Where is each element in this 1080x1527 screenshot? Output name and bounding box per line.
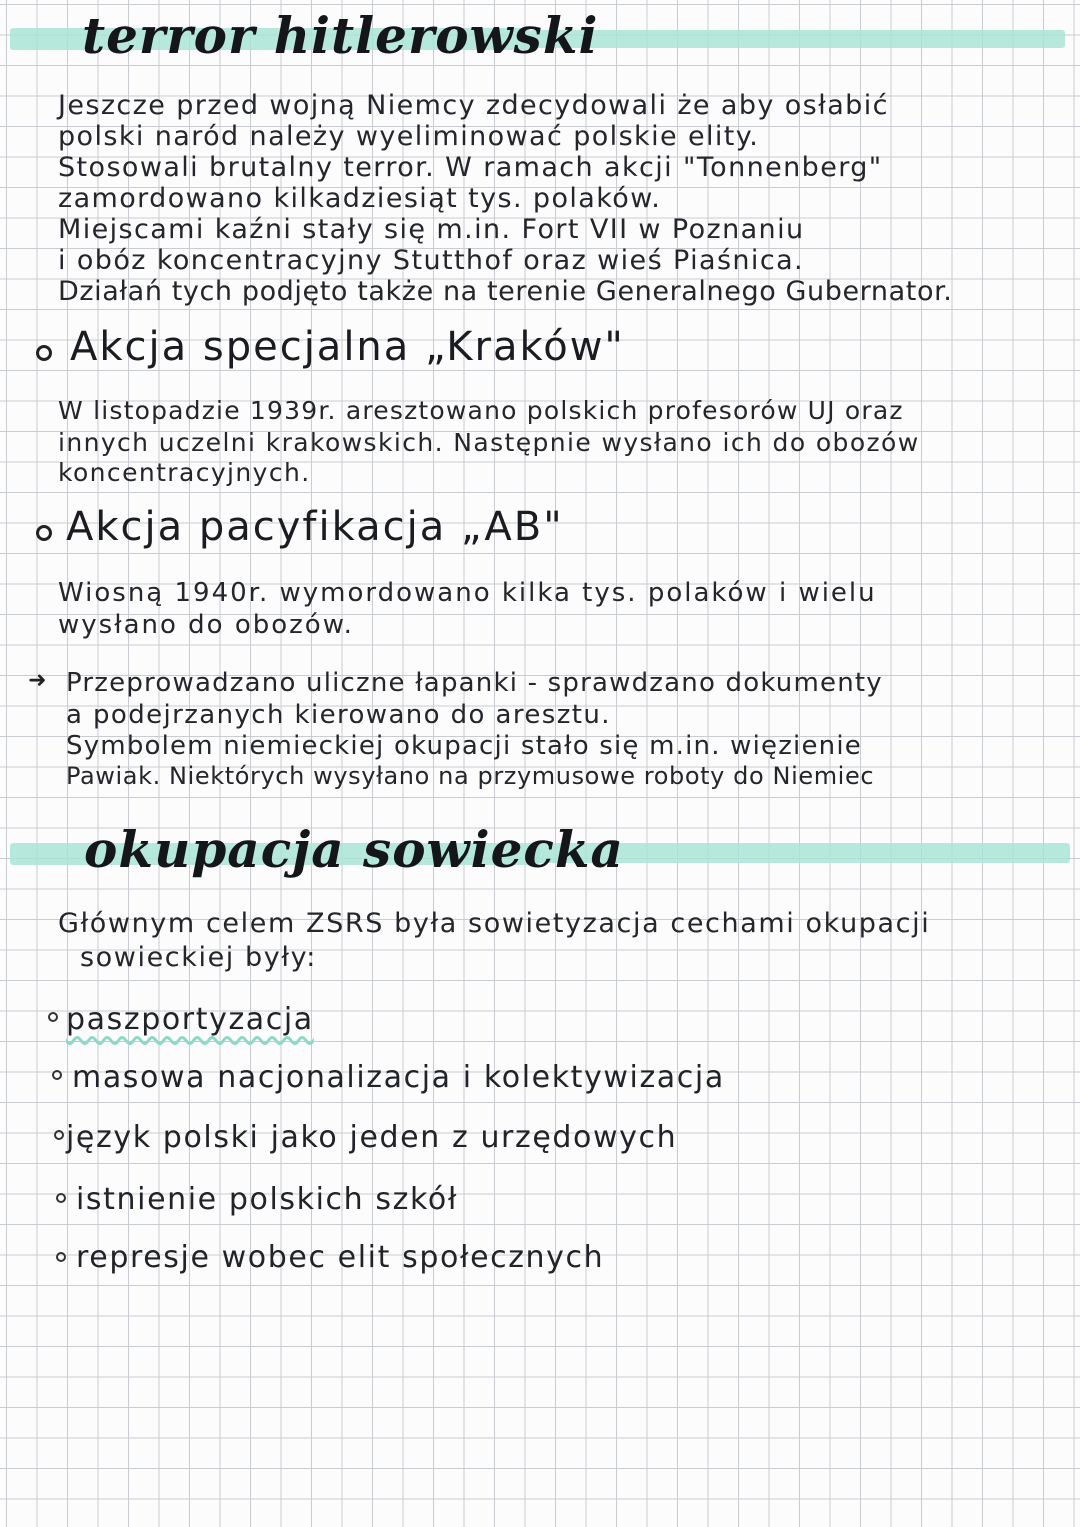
paragraph-line: W listopadzie 1939r. aresztowano polskich profesorów UJ oraz: [58, 396, 904, 425]
heading-highlight: [530, 30, 1065, 48]
paragraph-line: Przeprowadzano uliczne łapanki - sprawdzano dokumenty: [66, 668, 883, 698]
paragraph-line: wysłano do obozów.: [58, 610, 354, 640]
paragraph-line: polski naród należy wyeliminować polskie elity.: [58, 121, 760, 152]
bullet-icon: [36, 525, 52, 541]
paragraph-line: innych uczelni krakowskich. Następnie wysłano ich do obozów: [58, 428, 920, 457]
bullet-icon: [52, 1070, 62, 1080]
list-item: represje wobec elit społecznych: [76, 1240, 605, 1275]
subsection-heading: Akcja specjalna „Kraków": [70, 324, 625, 370]
paragraph-line: Działań tych podjęto także na terenie Generalnego Gubernator.: [58, 276, 953, 307]
paragraph-line: Stosowali brutalny terror. W ramach akcji "Tonnenberg": [58, 152, 883, 183]
paragraph-line: Symbolem niemieckiej okupacji stało się m.in. więzienie: [66, 731, 862, 761]
list-item: [66, 1002, 314, 1037]
list-item: język polski jako jeden z urzędowych: [66, 1120, 678, 1155]
list-item: masowa nacjonalizacja i kolektywizacja: [72, 1060, 725, 1095]
paragraph-line: a podejrzanych kierowano do aresztu.: [66, 700, 611, 730]
paragraph-line: koncentracyjnych.: [58, 458, 311, 487]
paragraph-line: [58, 908, 930, 939]
paragraph-line: Jeszcze przed wojną Niemcy zdecydowali że aby osłabić: [58, 90, 889, 121]
paragraph-line: sowieckiej były:: [80, 942, 317, 973]
paragraph-line: Miejscami kaźni stały się m.in. Fort VII w Poznaniu: [58, 214, 805, 245]
section-title-okupacja: okupacja sowiecka: [84, 820, 624, 879]
bullet-icon: [56, 1193, 66, 1203]
arrow-right-icon: ➜: [28, 668, 47, 693]
paragraph-line: i obóz koncentracyjny Stutthof oraz wieś Piaśnica.: [58, 245, 805, 276]
paragraph-line: Wiosną 1940r. wymordowano kilka tys. polaków i wielu: [58, 578, 877, 608]
list-item: istnienie polskich szkół: [76, 1182, 458, 1217]
list-item-text: paszportyzacja: [66, 1002, 314, 1037]
subsection-heading: Akcja pacyfikacja „AB": [66, 504, 564, 550]
paragraph-line: zamordowano kilkadziesiąt tys. polaków.: [58, 183, 662, 214]
bullet-icon: [56, 1252, 66, 1262]
paragraph-line: Pawiak. Niektórych wysyłano na przymusowe roboty do Niemiec: [66, 762, 875, 790]
bullet-icon: [36, 345, 52, 361]
bullet-icon: [54, 1130, 64, 1140]
bullet-icon: [48, 1012, 58, 1022]
intro-text: Głównym celem ZSRS była sowietyzacja cechami okupacji: [58, 908, 931, 939]
section-title-terror: terror hitlerowski: [82, 6, 599, 65]
